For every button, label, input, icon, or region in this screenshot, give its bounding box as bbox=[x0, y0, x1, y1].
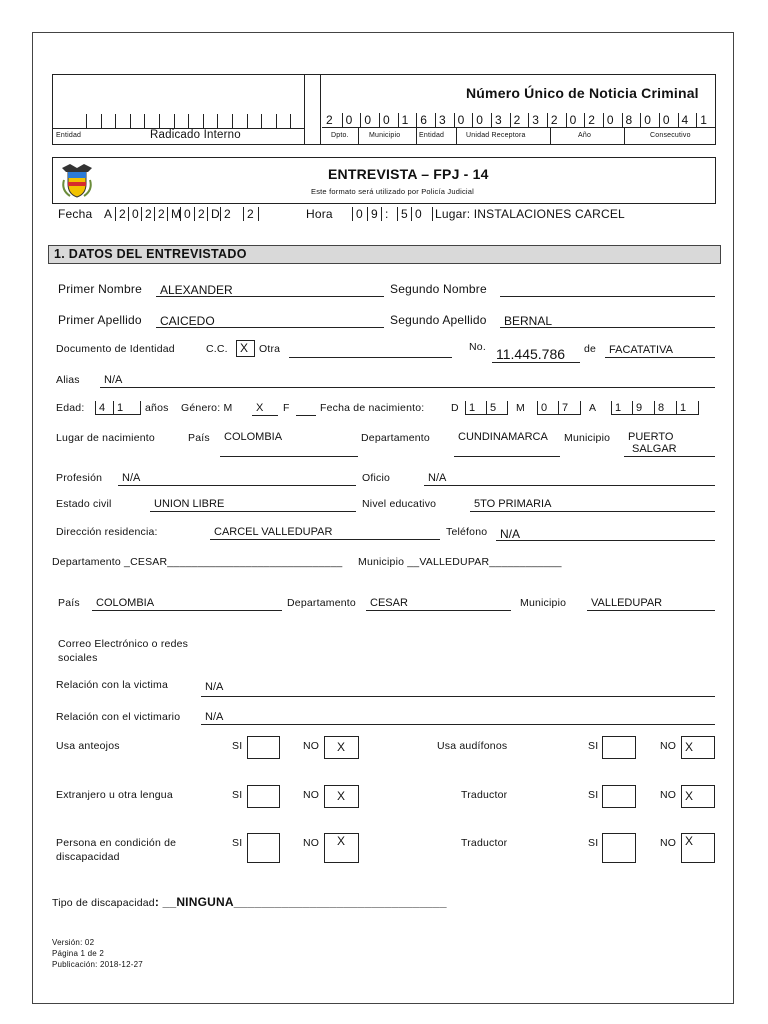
traductor1-no-label: NO bbox=[660, 789, 677, 801]
radicado-cell-tick bbox=[144, 114, 145, 128]
radicado-cell-tick bbox=[101, 114, 102, 128]
audifonos-si-checkbox[interactable] bbox=[602, 736, 636, 759]
audifonos-label: Usa audífonos bbox=[437, 740, 508, 752]
hora-cell[interactable]: 0 bbox=[411, 207, 426, 221]
fecha-end-tick bbox=[258, 207, 259, 221]
correo-label-line2: sociales bbox=[58, 652, 98, 664]
muni2-label: Municipio bbox=[520, 597, 567, 609]
no-label: No. bbox=[469, 341, 486, 353]
cc-checkbox[interactable]: X bbox=[236, 340, 255, 357]
extranjero-no-label: NO bbox=[303, 789, 320, 801]
noticia-digit[interactable]: 2 bbox=[547, 113, 566, 127]
radicado-cell-tick bbox=[232, 114, 233, 128]
fnac-baseline bbox=[537, 414, 580, 415]
hora-cell[interactable]: 9 bbox=[367, 207, 382, 221]
oficio-label: Oficio bbox=[362, 472, 391, 484]
edad-cell[interactable]: 1 bbox=[113, 401, 131, 415]
fecha-cell[interactable]: 2 bbox=[115, 207, 128, 221]
header-divider-2 bbox=[320, 74, 321, 145]
anteojos-label: Usa anteojos bbox=[56, 740, 120, 752]
discapacidad-no-checkbox[interactable]: X bbox=[324, 833, 359, 863]
traductor2-label: Traductor bbox=[461, 837, 508, 849]
noticia-digit[interactable]: 4 bbox=[678, 113, 697, 127]
label-anio: Año bbox=[578, 132, 592, 139]
fecha-cell[interactable]: A bbox=[104, 207, 113, 221]
discapacidad-label-line2: discapacidad bbox=[56, 851, 120, 863]
fnac-cell[interactable]: 0 bbox=[537, 401, 557, 415]
hora-cell[interactable]: : bbox=[381, 207, 396, 221]
traductor1-si-label: SI bbox=[588, 789, 599, 801]
estado-civil-label: Estado civil bbox=[56, 498, 112, 510]
label-unidad: Unidad Receptora bbox=[466, 132, 526, 139]
fecha-cell[interactable]: 2 bbox=[243, 207, 256, 221]
hora-label: Hora bbox=[306, 207, 333, 221]
cc-label: C.C. bbox=[206, 343, 228, 355]
traductor1-label: Traductor bbox=[461, 789, 508, 801]
radicado-cell-tick bbox=[159, 114, 160, 128]
documento-label: Documento de Identidad bbox=[56, 343, 175, 355]
traductor2-si-checkbox[interactable] bbox=[602, 833, 636, 863]
hora-cell[interactable]: 5 bbox=[397, 207, 412, 221]
noticia-digit[interactable]: 0 bbox=[360, 113, 379, 127]
departamento-label: Departamento bbox=[361, 432, 430, 444]
tipo-discapacidad-label: Tipo de discapacidad bbox=[52, 897, 155, 909]
de-label: de bbox=[584, 343, 597, 355]
primer-apellido-label: Primer Apellido bbox=[58, 313, 142, 327]
depto2-field[interactable]: CESAR bbox=[366, 597, 511, 611]
primer-nombre-label: Primer Nombre bbox=[58, 282, 142, 296]
fnac-end-tick bbox=[698, 401, 699, 415]
noticia-baseline bbox=[322, 127, 716, 128]
depto-res-line[interactable]: Departamento _CESAR_____________________________ bbox=[52, 556, 343, 568]
noticia-digit[interactable]: 3 bbox=[435, 113, 454, 127]
lugar-nac-label: Lugar de nacimiento bbox=[56, 432, 155, 444]
fnac-m-label: M bbox=[516, 402, 525, 414]
extranjero-si-label: SI bbox=[232, 789, 243, 801]
radicado-cell-tick bbox=[247, 114, 248, 128]
extranjero-label: Extranjero u otra lengua bbox=[56, 789, 173, 801]
rel-victima-field[interactable]: N/A bbox=[201, 681, 715, 697]
noticia-label-separator bbox=[456, 128, 457, 144]
fecha-cell[interactable]: M bbox=[167, 207, 180, 221]
traductor2-no-checkbox[interactable]: X bbox=[681, 833, 715, 863]
fnac-end-tick bbox=[580, 401, 581, 415]
fnac-baseline bbox=[465, 414, 507, 415]
noticia-title: Número Único de Noticia Criminal bbox=[466, 85, 699, 101]
radicado-cell-tick bbox=[203, 114, 204, 128]
telefono-label: Teléfono bbox=[446, 526, 488, 538]
noticia-digit[interactable]: 0 bbox=[603, 113, 622, 127]
pais-label: País bbox=[188, 432, 210, 444]
segundo-nombre-label: Segundo Nombre bbox=[390, 282, 487, 296]
alias-field[interactable]: N/A bbox=[100, 374, 715, 388]
anteojos-no-label: NO bbox=[303, 740, 320, 752]
noticia-digit[interactable]: 0 bbox=[379, 113, 398, 127]
noticia-digit[interactable]: 6 bbox=[416, 113, 435, 127]
fecha-cell[interactable]: 0 bbox=[128, 207, 141, 221]
hora-end-tick bbox=[432, 207, 433, 221]
doc-city-field[interactable]: FACATATIVA bbox=[605, 344, 715, 358]
anteojos-no-checkbox[interactable]: X bbox=[324, 736, 359, 759]
anteojos-si-checkbox[interactable] bbox=[247, 736, 280, 759]
segundo-apellido-label: Segundo Apellido bbox=[390, 313, 487, 327]
fecha-cell[interactable]: 2 bbox=[141, 207, 154, 221]
noticia-digit[interactable]: 3 bbox=[528, 113, 547, 127]
label-dpto: Dpto. bbox=[331, 132, 349, 139]
genero-f-field[interactable] bbox=[296, 402, 316, 416]
lugar-field[interactable]: Lugar: INSTALACIONES CARCEL bbox=[435, 207, 625, 221]
fecha-cell[interactable]: 2 bbox=[194, 207, 207, 221]
discapacidad-si-label: SI bbox=[232, 837, 243, 849]
profesion-label: Profesión bbox=[56, 472, 103, 484]
direccion-label: Dirección residencia: bbox=[56, 526, 158, 538]
radicado-cell-tick bbox=[115, 114, 116, 128]
radicado-cell-tick bbox=[217, 114, 218, 128]
noticia-digit[interactable]: 2 bbox=[584, 113, 603, 127]
edad-label: Edad: bbox=[56, 402, 85, 414]
audifonos-no-label: NO bbox=[660, 740, 677, 752]
fnac-d-label: D bbox=[451, 402, 459, 414]
radicado-cell-tick bbox=[174, 114, 175, 128]
noticia-digit[interactable]: 3 bbox=[491, 113, 510, 127]
segundo-apellido-field[interactable]: BERNAL bbox=[500, 314, 715, 328]
fecha-cell[interactable]: 2 bbox=[154, 207, 167, 221]
fecha-cell[interactable]: 2 bbox=[220, 207, 233, 221]
label-radicado: Radicado Interno bbox=[150, 129, 241, 141]
fnac-cell[interactable]: 1 bbox=[611, 401, 631, 415]
form-title: ENTREVISTA – FPJ - 14 bbox=[328, 166, 489, 182]
traductor2-no-label: NO bbox=[660, 837, 677, 849]
extranjero-si-checkbox[interactable] bbox=[247, 785, 280, 808]
primer-apellido-field[interactable]: CAICEDO bbox=[156, 314, 384, 328]
noticia-digit[interactable]: 2 bbox=[326, 113, 333, 127]
nivel-label: Nivel educativo bbox=[362, 498, 437, 510]
noticia-digit[interactable]: 0 bbox=[566, 113, 585, 127]
telefono-field[interactable]: N/A bbox=[496, 527, 715, 541]
pais-nac-field[interactable]: COLOMBIA bbox=[220, 431, 358, 457]
fnac-baseline bbox=[611, 414, 698, 415]
traductor2-si-label: SI bbox=[588, 837, 599, 849]
noticia-digit[interactable]: 0 bbox=[640, 113, 659, 127]
fnac-a-label: A bbox=[589, 402, 597, 414]
noticia-digit[interactable]: 1 bbox=[696, 113, 715, 127]
muni-res-line[interactable]: Municipio __VALLEDUPAR____________ bbox=[358, 556, 562, 568]
coat-of-arms-logo bbox=[58, 162, 96, 200]
traductor1-no-checkbox[interactable]: X bbox=[681, 785, 715, 808]
label-entidad: Entidad bbox=[56, 132, 82, 139]
direccion-field[interactable]: CARCEL VALLEDUPAR bbox=[210, 526, 440, 540]
radicado-cell-tick bbox=[86, 114, 87, 128]
edad-baseline bbox=[95, 414, 140, 415]
fnac-cell[interactable]: 1 bbox=[465, 401, 485, 415]
noticia-digit[interactable]: 8 bbox=[622, 113, 641, 127]
discapacidad-no-label: NO bbox=[303, 837, 320, 849]
radicado-cell-tick bbox=[261, 114, 262, 128]
correo-label-line1: Correo Electrónico o redes bbox=[58, 638, 189, 650]
pais2-field[interactable]: COLOMBIA bbox=[92, 597, 282, 611]
municipio-nac-line2: SALGAR bbox=[632, 443, 677, 455]
footer-version: Versión: 02 bbox=[52, 938, 95, 947]
genero-label: Género: M bbox=[181, 402, 233, 414]
noticia-label-separator bbox=[624, 128, 625, 144]
fnac-cell[interactable]: 7 bbox=[558, 401, 578, 415]
rel-victima-label: Relación con la victima bbox=[56, 679, 168, 691]
doc-number-field[interactable]: 11.445.786 bbox=[492, 346, 580, 363]
noticia-label-separator bbox=[358, 128, 359, 144]
fecha-label: Fecha bbox=[58, 207, 93, 221]
otra-field[interactable] bbox=[289, 344, 452, 358]
noticia-label-separator bbox=[550, 128, 551, 144]
label-entidad2: Entidad bbox=[419, 132, 445, 139]
header-divider bbox=[304, 74, 305, 145]
edad-end-tick bbox=[140, 401, 141, 415]
traductor1-si-checkbox[interactable] bbox=[602, 785, 636, 808]
radicado-cell-tick bbox=[290, 114, 291, 128]
noticia-digit[interactable]: 0 bbox=[659, 113, 678, 127]
f-label: F bbox=[283, 402, 290, 414]
form-subtitle: Este formato será utilizado por Policía Judicial bbox=[311, 187, 475, 196]
profesion-field[interactable]: N/A bbox=[118, 472, 356, 486]
noticia-digit[interactable]: 0 bbox=[342, 113, 361, 127]
depto2-label: Departamento bbox=[287, 597, 356, 609]
muni2-field[interactable]: VALLEDUPAR bbox=[587, 597, 715, 611]
municipio-nac-line1: PUERTO bbox=[628, 431, 674, 443]
discapacidad-si-checkbox[interactable] bbox=[247, 833, 280, 863]
segundo-nombre-field[interactable] bbox=[500, 283, 715, 297]
rel-victimario-label: Relación con el victimario bbox=[56, 711, 181, 723]
tipo-discapacidad-value: : __NINGUNA_______________________________ bbox=[154, 895, 447, 909]
fecha-cell[interactable]: D bbox=[207, 207, 220, 221]
hora-cell[interactable]: 0 bbox=[352, 207, 367, 221]
fnac-end-tick bbox=[507, 401, 508, 415]
extranjero-no-checkbox[interactable]: X bbox=[324, 785, 359, 808]
municipio-label: Municipio bbox=[564, 432, 611, 444]
radicado-cell-tick bbox=[130, 114, 131, 128]
primer-nombre-field[interactable]: ALEXANDER bbox=[156, 283, 384, 297]
nivel-field[interactable]: 5TO PRIMARIA bbox=[470, 498, 715, 512]
fnac-cell[interactable]: 5 bbox=[486, 401, 506, 415]
alias-label: Alias bbox=[56, 374, 80, 386]
estado-civil-field[interactable]: UNION LIBRE bbox=[150, 498, 356, 512]
audifonos-si-label: SI bbox=[588, 740, 599, 752]
discapacidad-label-line1: Persona en condición de bbox=[56, 837, 177, 849]
anos-label: años bbox=[145, 402, 169, 414]
footer-pagina: Página 1 de 2 bbox=[52, 949, 104, 958]
fnac-label: Fecha de nacimiento: bbox=[320, 402, 425, 414]
tipo-discapacidad-line[interactable] bbox=[52, 895, 447, 909]
fnac-cell[interactable]: 8 bbox=[654, 401, 674, 415]
noticia-digit[interactable]: 0 bbox=[454, 113, 473, 127]
noticia-digit[interactable]: 2 bbox=[510, 113, 529, 127]
oficio-field[interactable]: N/A bbox=[424, 472, 715, 486]
section-title: 1. DATOS DEL ENTREVISTADO bbox=[48, 245, 721, 264]
fnac-cell[interactable]: 9 bbox=[632, 401, 652, 415]
label-consecutivo: Consecutivo bbox=[650, 132, 691, 139]
radicado-cell-tick bbox=[188, 114, 189, 128]
footer-publicacion: Publicación: 2018-12-27 bbox=[52, 960, 143, 969]
fecha-cell[interactable]: 0 bbox=[180, 207, 193, 221]
fnac-cell[interactable]: 1 bbox=[676, 401, 696, 415]
noticia-digit[interactable]: 1 bbox=[398, 113, 417, 127]
rel-victimario-field[interactable]: N/A bbox=[201, 711, 715, 725]
noticia-label-separator bbox=[416, 128, 417, 144]
genero-m-field[interactable]: X bbox=[252, 402, 278, 416]
otra-label: Otra bbox=[259, 343, 281, 355]
audifonos-no-checkbox[interactable]: X bbox=[681, 736, 715, 759]
depto-nac-field[interactable]: CUNDINAMARCA bbox=[454, 431, 560, 457]
noticia-digit[interactable]: 0 bbox=[472, 113, 491, 127]
municipio-nac-field[interactable] bbox=[624, 431, 715, 457]
pais2-label: País bbox=[58, 597, 80, 609]
label-municipio: Municipio bbox=[369, 132, 401, 139]
anteojos-si-label: SI bbox=[232, 740, 243, 752]
edad-cell[interactable]: 4 bbox=[95, 401, 113, 415]
radicado-cell-tick bbox=[276, 114, 277, 128]
